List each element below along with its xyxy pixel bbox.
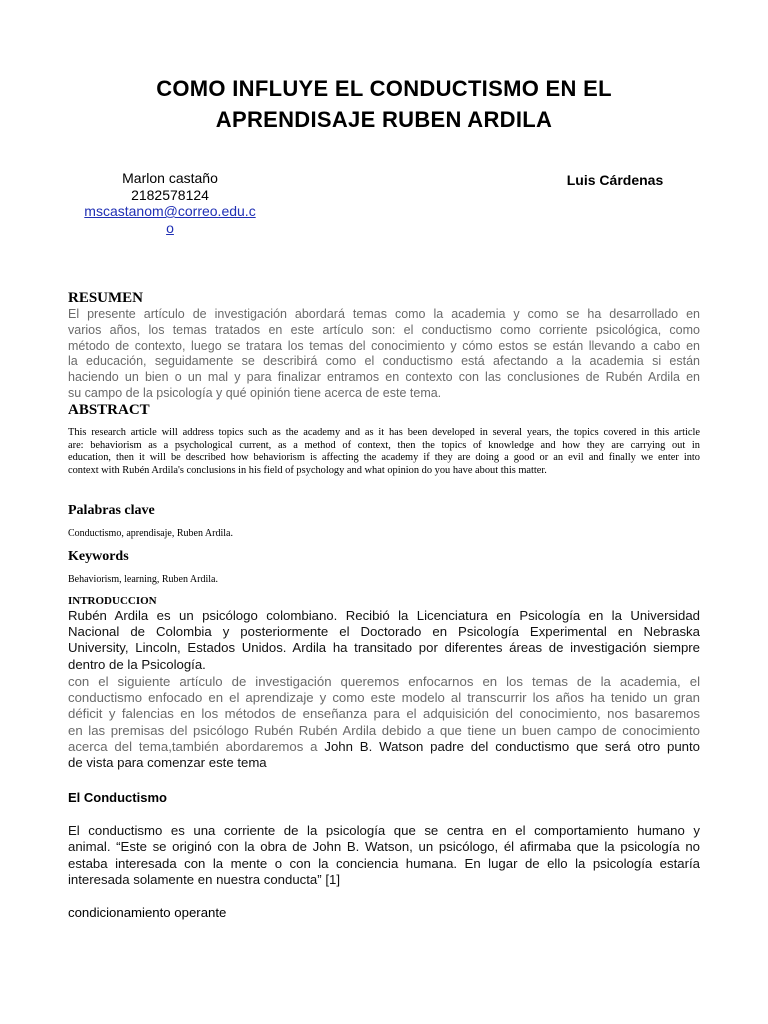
author-email-link-cont[interactable]: o [166,219,174,236]
abstract-heading: ABSTRACT [68,402,150,418]
conductismo-paragraph [68,823,700,889]
conductismo-line: estaba interesada con la mente o con la conciencia humana. En lugar de ello la psicología estaría [68,855,700,871]
author-name: Marlon castaño [122,170,218,186]
intro-line: de vista para comenzar este tema [68,755,267,771]
author-email-link[interactable]: mscastanom@correo.edu.c [84,203,256,219]
intro-mixed-line [68,739,700,755]
resumen-line: método de contexto, luego se tratara los temas del conocimiento y cómo estos se están llevando a cabo en [68,338,700,353]
resumen-line: la educación, seguidamente se describirá como el conductismo está afectando a la academia si están [68,354,700,369]
intro-line: Rubén Ardila es un psicólogo colombiano. Recibió la Licenciatura en Psicología en la Universidad [68,608,700,623]
introduccion-heading: INTRODUCCION [68,595,157,607]
title-line-1: COMO INFLUYE EL CONDUCTISMO EN EL [156,76,612,101]
keywords-heading: Keywords [68,549,129,564]
author-block-left [70,170,270,236]
conductismo-line: animal. “Este se originó con la obra de John B. Watson, un psicólogo, él afirmaba que la psicología no [68,839,700,855]
palabras-clave-heading: Palabras clave [68,503,155,518]
resumen-line: haciendo un bien o un mal y para finalizar entramos en contexto con las conclusiones de Rubén Ardila en [68,370,700,385]
resumen-line: El presente artículo de investigación abordará temas como la academia y como se ha desarrollado en [68,307,700,321]
paper-title [60,73,708,135]
resumen-line: varios años, los temas tratados en este artículo son: el conductismo como corriente psicológica, como [68,322,700,337]
intro-line: déficit y falencias en los métodos de enseñanza para el adquisición del conocimiento, nos basaremos [68,706,700,722]
author-name-right: Luis Cárdenas [566,172,664,188]
title-line-2: APRENDISAJE RUBEN ARDILA [215,107,553,132]
intro-line: conductismo enfocado en el aprendizaje y como este modelo al transcurrir los años ha tenido un gran [68,690,700,706]
intro-line: University, Lincoln, Estados Unidos. Ardila ha transitado por diferentes áreas de investigación siempre [68,640,700,656]
intro-mixed-black: John B. Watson padre del conductismo que será otro punto [324,738,700,754]
keywords-text: Behaviorism, learning, Ruben Ardila. [68,574,218,585]
palabras-clave-text: Conductismo, aprendisaje, Ruben Ardila. [68,528,233,539]
resumen-line: su campo de la psicología y qué opinión tiene acerca de este tema. [68,385,442,400]
intro-line: en las premisas del psicólogo Rubén Rubén Ardila debido a que tiene un buen campo de conocimiento [68,722,700,738]
intro-mixed-gray: acerca del tema,también abordaremos a [68,738,325,754]
conductismo-line: El conductismo es una corriente de la psicología que se centra en el comportamiento humano y [68,823,700,838]
condicionamiento-operante-subheading: condicionamiento operante [68,905,227,920]
abstract-paragraph [68,427,700,477]
abstract-line: are: behaviorism as a psychological current, as a method of context, then the topics of knowledge and how they are carrying out in [68,439,700,451]
intro-line: dentro de la Psicología. [68,656,206,672]
conductismo-line: interesada solamente en nuestra conducta” [1] [68,872,340,888]
intro-line: con el siguiente artículo de investigación queremos enfocarnos en los temas de la academia, el [68,674,700,689]
introduccion-paragraph-2 [68,674,700,771]
abstract-line: This research article will address topics such as the academy and as it has been developed in several years, the topics covered in this article [68,427,700,438]
abstract-line: context with Rubén Ardila's conclusions in his field of psychology and what opinion do you have about this matter. [68,464,547,476]
intro-line: Nacional de Colombia y posteriormente el Doctorado en Psicología Experimental en Nebraska [68,624,700,640]
introduccion-paragraph-1 [68,608,700,673]
resumen-heading: RESUMEN [68,290,144,306]
resumen-paragraph [68,307,700,402]
author-id: 2182578124 [131,186,209,203]
abstract-line: education, then it will be described how behaviorism is affecting the academy if they are doing a good or an evil and finally we enter into [68,452,700,464]
conductismo-heading: El Conductismo [68,790,167,805]
